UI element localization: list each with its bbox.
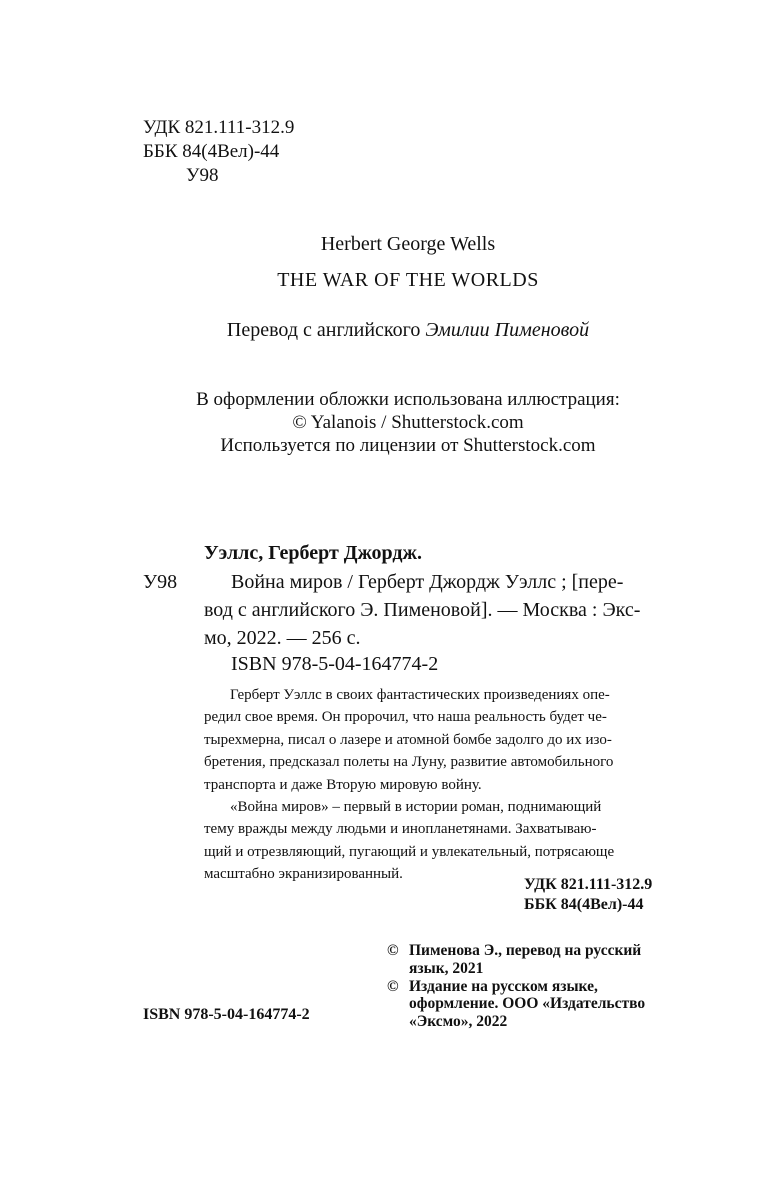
catalog-isbn: ISBN 978-5-04-164774-2 [231, 653, 439, 675]
catalog-heading: Уэллс, Герберт Джордж. [204, 542, 423, 564]
copyright-line: Издание на русском языке, [409, 977, 598, 995]
copyright-line: «Эксмо», 2022 [409, 1013, 508, 1031]
copyright-symbol: © [387, 942, 399, 959]
copyright-edition [387, 978, 645, 1031]
copyright-line: язык, 2021 [409, 959, 484, 977]
annotation-line: транспорта и даже Вторую мировую войну. [204, 776, 482, 793]
copyright-symbol: © [387, 977, 399, 995]
cover-credit-line2: © Yalanois / Shutterstock.com [292, 412, 524, 433]
cover-credit-line3: Используется по лицензии от Shutterstock.com [220, 435, 596, 456]
copyright-block [387, 942, 645, 1031]
annotation-line: бретения, предсказал полеты на Луну, развитие автомобильного [204, 754, 614, 771]
annotation-paragraph-1 [204, 684, 672, 796]
annotation [204, 684, 672, 886]
annotation-line: щий и отрезвляющий, пугающий и увлекательный, потрясающе [204, 843, 615, 860]
annotation-line: масштабно экранизированный. [204, 866, 403, 883]
udk-bottom: УДК 821.111-312.9 [524, 876, 653, 893]
catalog-line2: вод с английского Э. Пименовой]. — Москва : Экс- [204, 599, 641, 621]
annotation-line: тырехмерна, писал о лазере и атомной бомбе задолго до их изо- [204, 731, 612, 748]
translator-name: Эмилии Пименовой [425, 319, 590, 341]
original-author: Herbert George Wells [320, 233, 496, 255]
annotation-line: редил свое время. Он пророчил, что наша реальность будет че- [204, 709, 607, 726]
copyright-line: Пименова Э., перевод на русский [409, 942, 642, 959]
original-title: THE WAR OF THE WORLDS [277, 269, 539, 291]
annotation-line: Герберт Уэллс в своих фантастических произведениях опе- [230, 687, 610, 703]
udk-top: УДК 821.111-312.9 [143, 117, 295, 138]
catalog-line3: мо, 2022. — 256 с. [204, 627, 361, 649]
bbk-bottom: ББК 84(4Вел)-44 [524, 896, 644, 913]
author-mark-top: У98 [186, 165, 219, 186]
catalog-line1: Война миров / Герберт Джордж Уэллс ; [пере- [231, 571, 624, 593]
bbk-top: ББК 84(4Вел)-44 [143, 141, 280, 162]
annotation-line: тему вражды между людьми и инопланетянами. Захватываю- [204, 821, 597, 838]
copyright-line: оформление. ООО «Издательство [409, 995, 646, 1013]
translation-credit [0, 318, 768, 343]
copyright-translation [387, 942, 645, 978]
cover-credit-line1: В оформлении обложки использована иллюстрация: [196, 389, 620, 410]
annotation-paragraph-2 [204, 796, 672, 886]
annotation-line: «Война миров» – первый в истории роман, поднимающий [230, 799, 602, 816]
catalog-mark: У98 [143, 571, 178, 593]
isbn-bottom: ISBN 978-5-04-164774-2 [143, 1006, 310, 1023]
translation-prefix: Перевод с английского [226, 319, 426, 341]
